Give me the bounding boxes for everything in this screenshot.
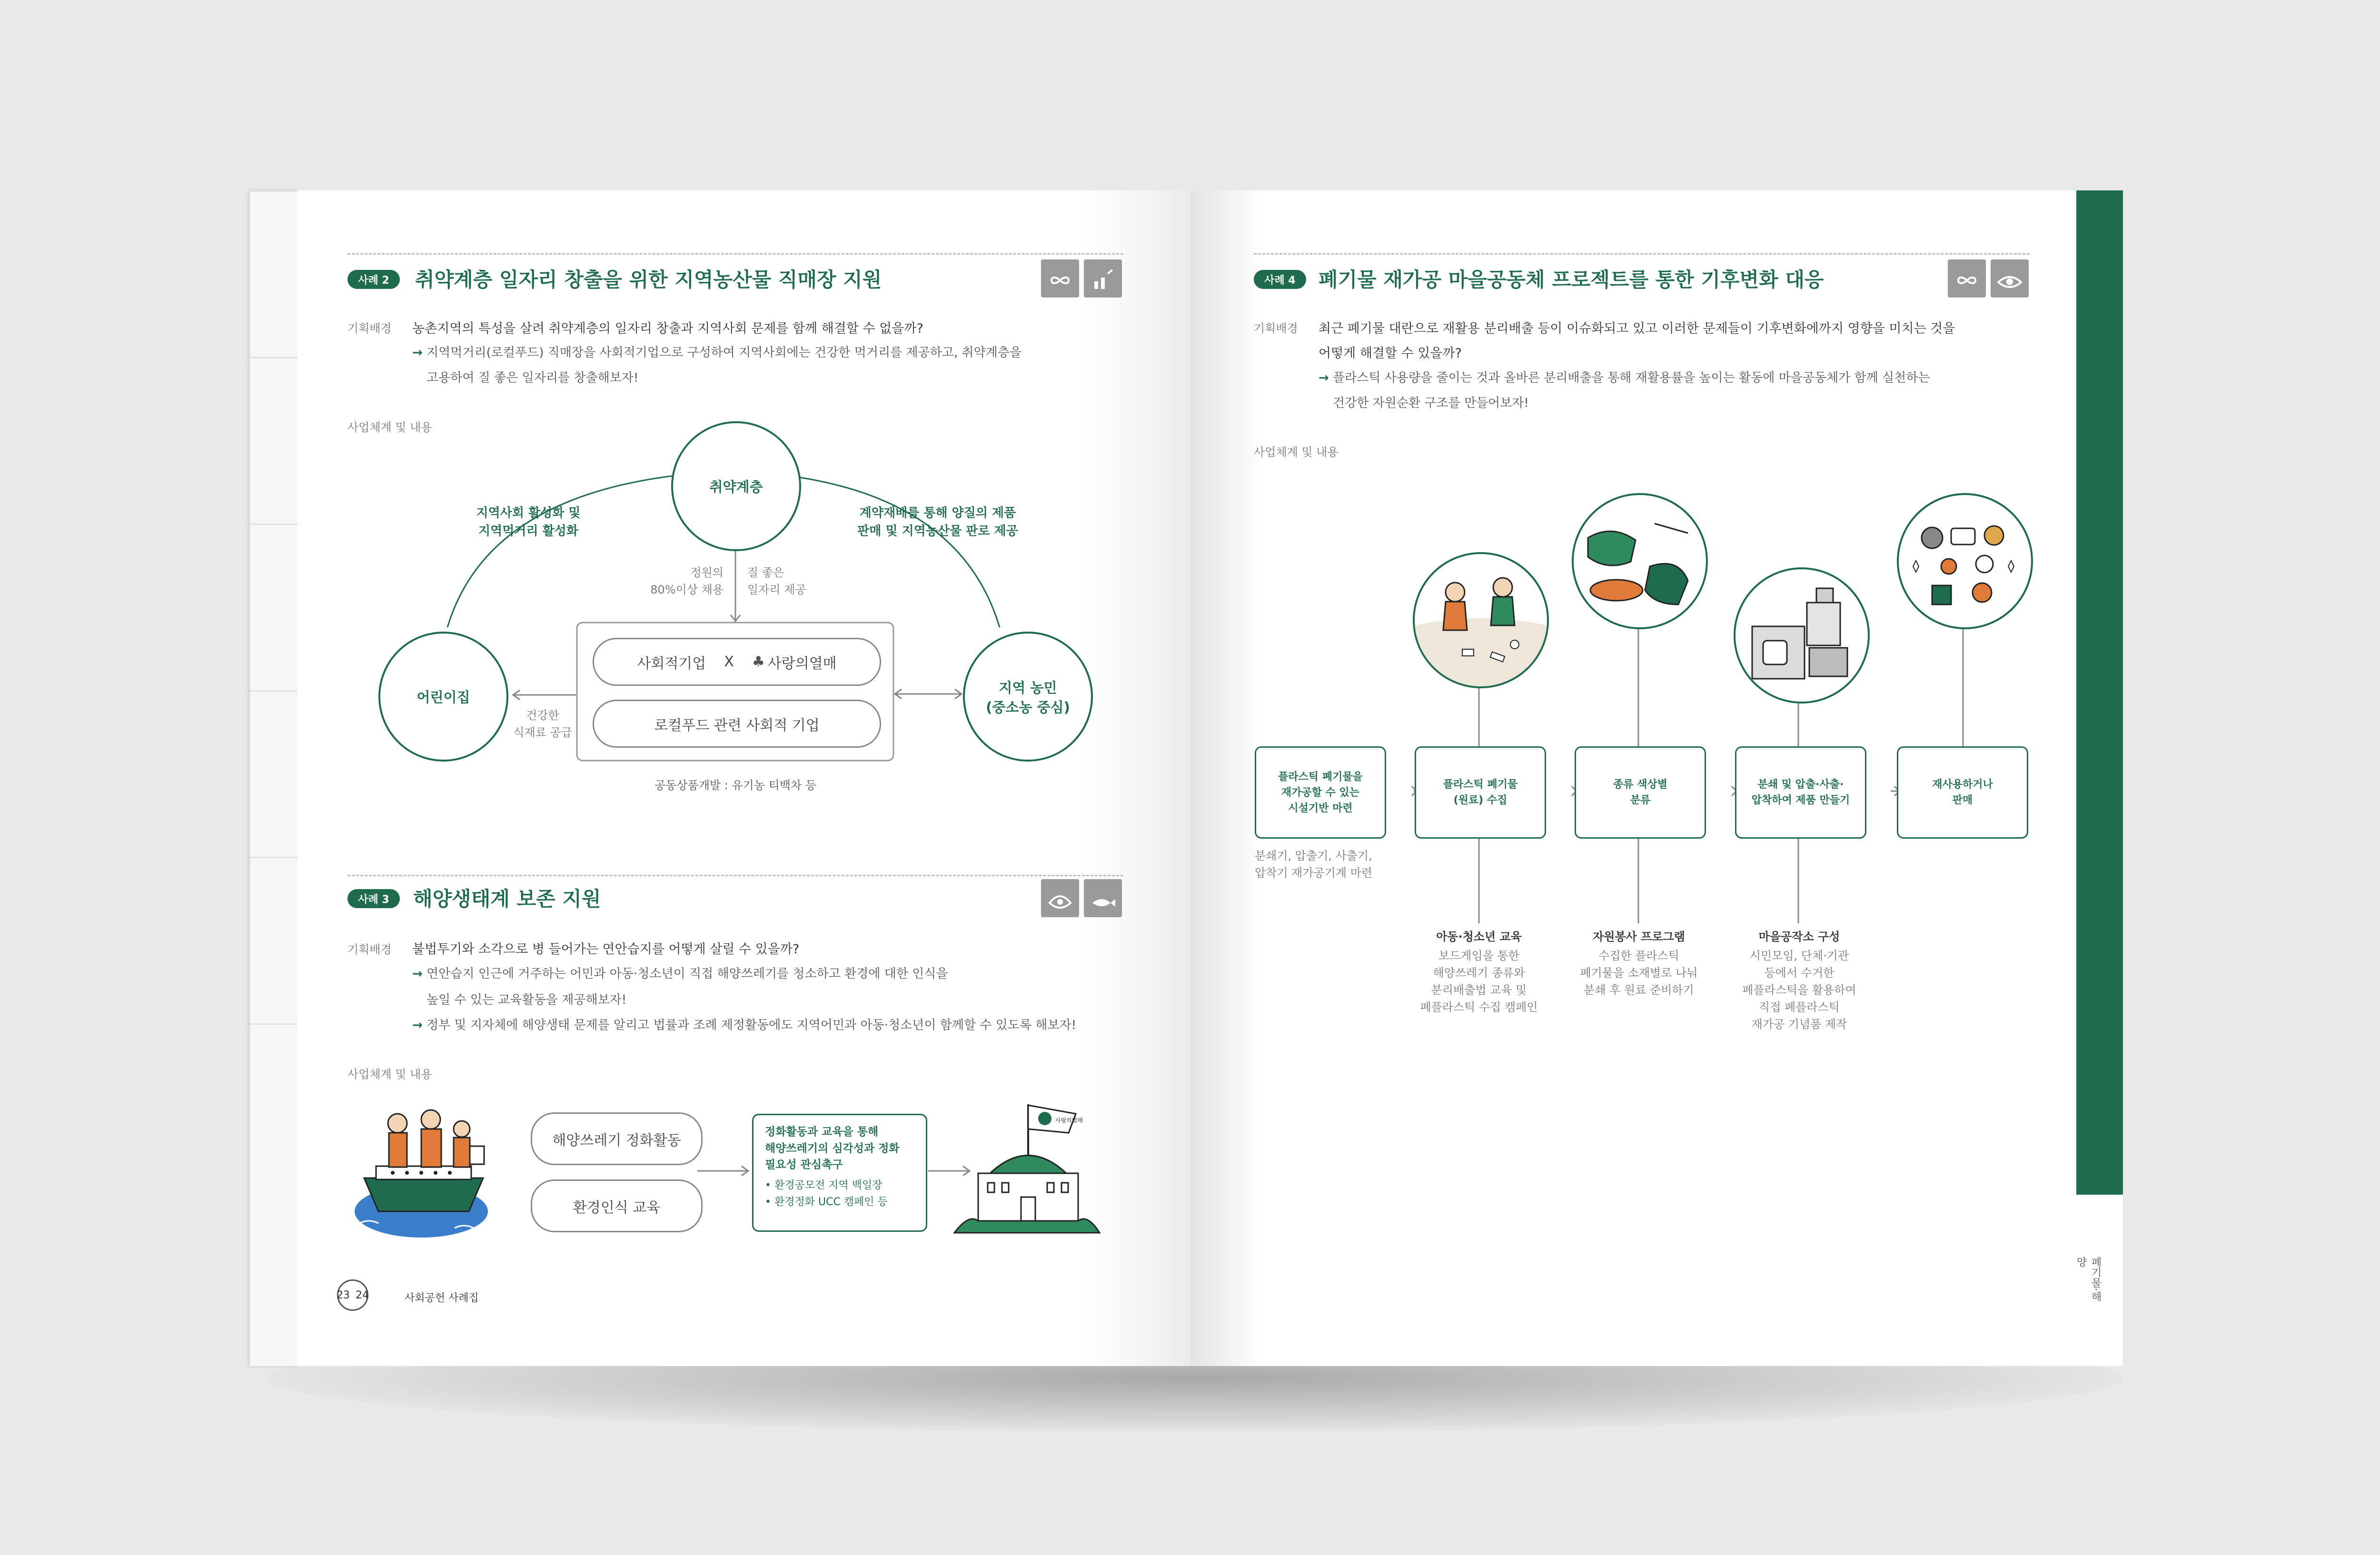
sdg-eye-icon <box>1991 259 2029 297</box>
arrow-right-icon: → <box>412 967 423 981</box>
step-collect: 플라스틱 폐기물 (원료) 수집 <box>1415 746 1546 839</box>
case2-bg-line2: 지역먹거리(로컬푸드) 직매장을 사회적기업으로 구성하여 지역사회에는 건강한 먹거리를 제공하고, 취약계층을 <box>426 346 1022 360</box>
clover-icon: ♣ <box>752 654 765 670</box>
index-tab[interactable] <box>250 524 298 689</box>
result-box: 정화활동과 교육을 통해 해양쓰레기의 심각성과 정화 필요성 관심촉구 • 환경공모전 지역 백일장 • 환경정화 UCC 캠페인 등 <box>752 1114 927 1232</box>
sorted-plastics-illustration <box>1572 493 1708 629</box>
case3-bg-line2: 연안습지 인근에 거주하는 어민과 아동·청소년이 직접 해양쓰레기를 청소하고 환경에 대한 인식을 <box>426 967 948 981</box>
case3-system-label: 사업체계 및 내용 <box>347 1068 432 1081</box>
pill-education: 환경인식 교육 <box>531 1179 703 1232</box>
arrow-right-icon: → <box>412 346 423 360</box>
sdg-water-icon <box>1041 879 1079 917</box>
chapter-band <box>2076 190 2123 1195</box>
case4-bg-line3: 플라스틱 사용량을 줄이는 것과 올바른 분리배출을 통해 재활용률을 높이는 활동에 마을공동체가 함께 실천하는 <box>1333 371 1930 385</box>
supply-note: 건강한 식재료 공급 <box>513 709 572 739</box>
sdg-fish-icon <box>1084 879 1122 917</box>
page-number: 23 24 <box>337 1279 368 1311</box>
note-workshop: 마을공작소 구성 시민모임, 단체·기관 등에서 수거한 폐플라스틱을 활용하여 직접 폐플라스틱 재가공 기념품 제작 <box>1742 930 1856 1031</box>
divider <box>1254 253 2030 255</box>
left-arc-label: 지역사회 활성화 및 지역먹거리 활성화 <box>476 506 581 538</box>
index-tab[interactable] <box>250 1023 298 1189</box>
co-product-note: 공동상품개발 : 유기농 티백차 등 <box>654 779 816 792</box>
index-tab[interactable] <box>250 857 298 1022</box>
pill-localfood: 로컬푸드 관련 사회적 기업 <box>593 700 881 748</box>
step-sort: 종류 색상별 분류 <box>1575 746 1706 839</box>
case4-bg-label: 기획배경 <box>1254 322 1298 335</box>
case3-bg-line1: 불법투기와 소각으로 병 들어가는 연안습지를 어떻게 살릴 수 있을까? <box>412 942 800 957</box>
hire-note: 정원의 80%이상 채용 <box>650 566 724 596</box>
sdg-infinity-icon <box>1041 259 1079 297</box>
step-reuse: 재사용하거나 판매 <box>1897 746 2028 839</box>
right-arc-label: 계약재배를 통해 양질의 제품 판매 및 지역농산물 판로 제공 <box>857 506 1018 538</box>
case3-bg-line4: 정부 및 지자체에 해양생태 문제를 알리고 법률과 조례 제정활동에도 지역어민과 아동·청소년이 함께할 수 있도록 해보자! <box>426 1018 1077 1032</box>
pill-social-enterprise: 사회적기업 X ♣ 사랑의열매 <box>593 638 881 686</box>
case4-badge: 사례 4 <box>1254 270 1306 289</box>
products-illustration <box>1897 493 2033 629</box>
case3-bg-label: 기획배경 <box>347 943 392 956</box>
index-tab[interactable] <box>250 190 298 356</box>
boat-people-illustration <box>350 1099 512 1242</box>
kids-collecting-illustration <box>1413 552 1549 688</box>
fruit-logo: 사랑의열매 <box>767 655 837 672</box>
index-tabs <box>250 190 298 1366</box>
job-note: 질 좋은 일자리 제공 <box>747 566 806 596</box>
case3-bg-line3: 높일 수 있는 교육활동을 제공해보자! <box>426 993 627 1007</box>
case4-system-label: 사업체계 및 내용 <box>1254 446 1339 459</box>
case2-system-label: 사업체계 및 내용 <box>347 421 432 434</box>
pill-cleanup: 해양쓰레기 정화활동 <box>531 1112 703 1165</box>
flag-text: 사랑의열매 <box>1055 1117 1083 1124</box>
note-volunteer: 자원봉사 프로그램 수집한 플라스틱 폐기물을 소재별로 나눠 분쇄 후 원료 준비하기 <box>1580 930 1698 997</box>
arrow-right-icon: → <box>412 1018 423 1032</box>
case2-bg-line3: 고용하여 질 좋은 일자리를 창출해보자! <box>426 371 639 385</box>
case4-bg-line2: 어떻게 해결할 수 있을까? <box>1319 346 1462 361</box>
index-tab[interactable] <box>250 357 298 523</box>
index-tab[interactable] <box>250 690 298 856</box>
step-manufacture: 분쇄 및 압출·사출· 압착하여 제품 만들기 <box>1735 746 1866 839</box>
case3-title: 해양생태계 보존 지원 <box>413 887 601 911</box>
step-facility: 플라스틱 폐기물을 재가공할 수 있는 시설기반 마련 <box>1255 746 1386 839</box>
chapter-label: 폐기물·해양 <box>2075 1257 2102 1302</box>
facility-note: 분쇄기, 압출기, 사출기, 압착기 재가공기계 마련 <box>1255 849 1373 880</box>
machine-illustration <box>1734 567 1870 703</box>
sdg-growth-icon <box>1084 259 1122 297</box>
case4-bg-line1: 최근 폐기물 대란으로 재활용 분리배출 등이 이슈화되고 있고 이러한 문제들이 기후변화에까지 영향을 미치는 것을 <box>1319 321 1955 336</box>
node-vulnerable: 취약계층 <box>671 421 801 551</box>
case2-title: 취약계층 일자리 창출을 위한 지역농산물 직매장 지원 <box>415 268 882 291</box>
node-farmers: 지역 농민 (중소농 중심) <box>963 632 1093 762</box>
case4-bg-line4: 건강한 자원순환 구조를 만들어보자! <box>1333 396 1529 410</box>
node-daycare: 어린이집 <box>378 632 508 762</box>
case2-badge: 사례 2 <box>347 270 400 289</box>
parliament-illustration <box>950 1095 1102 1238</box>
case2-bg-label: 기획배경 <box>347 322 392 335</box>
divider <box>347 875 1123 876</box>
arrow-right-icon: → <box>1319 371 1329 385</box>
book-title: 사회공헌 사례집 <box>405 1292 479 1304</box>
case2-bg-line1: 농촌지역의 특성을 살려 취약계층의 일자리 창출과 지역사회 문제를 함께 해결할 수 없을까? <box>412 321 923 336</box>
divider <box>347 253 1123 255</box>
case4-title: 폐기물 재가공 마을공동체 프로젝트를 통한 기후변화 대응 <box>1319 268 1824 291</box>
case3-badge: 사례 3 <box>347 889 400 908</box>
note-education: 아동·청소년 교육 보드게임을 통한 해양쓰레기 종류와 분리배출법 교육 및 폐플라스틱 수집 캠페인 <box>1420 930 1538 1014</box>
sdg-infinity-icon <box>1948 259 1986 297</box>
